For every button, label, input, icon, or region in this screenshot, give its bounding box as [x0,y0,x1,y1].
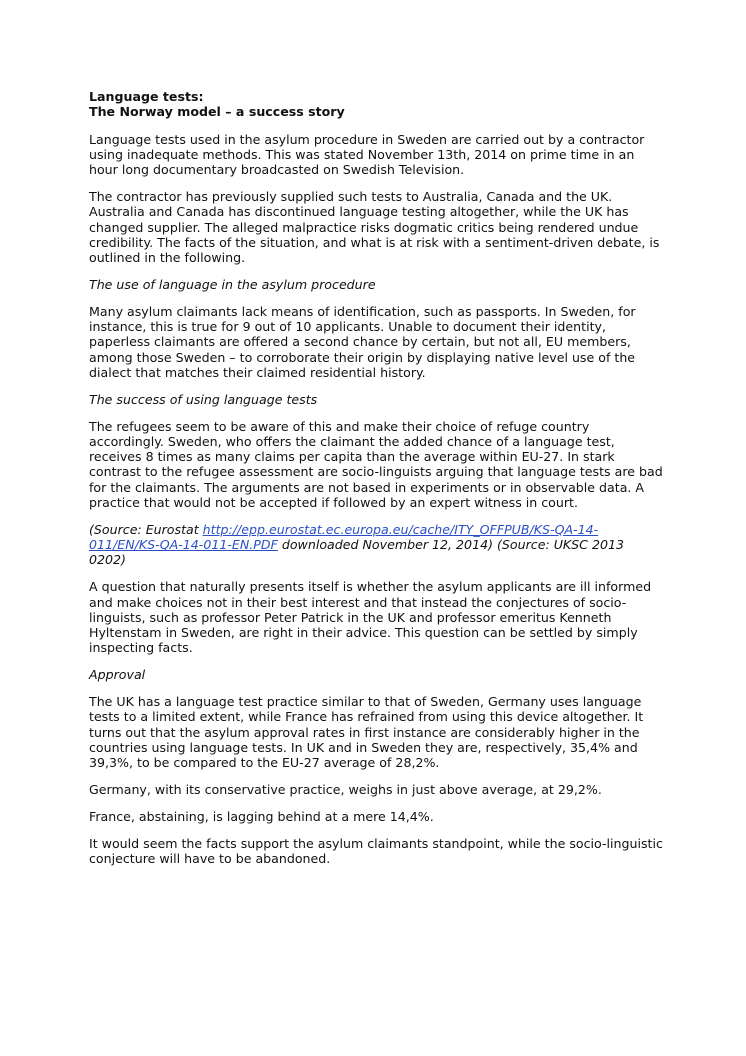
title-line-1: Language tests: [89,89,204,104]
document-page [89,89,664,878]
intro-paragraph-1: Language tests used in the asylum procedure in Sweden are carried out by a contractor using inadequate methods. This was stated November 13th, 2014 on prime time in an hour long documentary broadcasted on Swedish Television. [89,131,645,178]
question-paragraph: A question that naturally presents itself is whether the asylum applicants are ill informed and make choices not in their best interest and that instead the conjectures of socio-linguists, such as professor Peter Patrick in the UK and professor emeritus Kenneth Hyltenstam in Sweden, are right in their advice. This question can be settled by simply inspecting facts. [89,579,652,656]
title-line-2: The Norway model – a success story [89,104,345,120]
approval-paragraph-2: Germany, with its conservative practice, weighs in just above average, at 29,2%. [89,781,602,797]
section-paragraph-use: Many asylum claimants lack means of identification, such as passports. In Sweden, for instance, this is true for 9 out of 10 applicants. Unable to document their identity, paperless claimants are offered a second chance by certain, but not all, EU members, among those Sweden – to corroborate their origin by displaying native level use of the dialect that matches their claimed residential history. [89,303,636,380]
document-title [89,89,664,120]
source-suffix: downloaded November 12, 2014) (Source: UKSC 2013 0202) [89,537,625,568]
source-citation [89,522,664,568]
intro-paragraph-2: The contractor has previously supplied such tests to Australia, Canada and the UK. Australia and Canada has discontinued language testing altogether, while the UK has changed supplier. The alleged malpractice risks dogmatic critics being rendered undue credibility. The facts of the situation, and what is at risk with a sentiment-driven debate, is outlined in the following. [89,188,660,266]
section-heading-success: The success of using language tests [89,391,318,407]
source-prefix: (Source: Eurostat [89,521,203,537]
section-heading-approval: Approval [89,667,146,683]
approval-paragraph-3: France, abstaining, is lagging behind at a mere 14,4%. [89,808,434,824]
approval-paragraph-1: The UK has a language test practice similar to that of Sweden, Germany uses language tests to a limited extent, while France has refrained from using this device altogether. It turns out that the asylum approval rates in first instance are considerably higher in the countries using language tests. In UK and in Sweden they are, respectively, 35,4% and 39,3%, to be compared to the EU-27 average of 28,2%. [89,694,644,771]
source-link[interactable]: http://epp.eurostat.ec.europa.eu/cache/ITY_OFFPUB/KS-QA-14-011/EN/KS-QA-14-011-EN.PDF [89,521,599,553]
approval-paragraph-4: It would seem the facts support the asylum claimants standpoint, while the socio-linguistic conjecture will have to be abandoned. [89,835,663,866]
section-heading-use: The use of language in the asylum procedure [89,276,376,292]
section-paragraph-success: The refugees seem to be aware of this and make their choice of refuge country accordingly. Sweden, who offers the claimant the added chance of a language test, receives 8 times as many claims per capita than the average within EU-27. In stark contrast to the refugee assessment are socio-linguists arguing that language tests are bad for the claimants. The arguments are not based in experiments or in observable data. A practice that would not be accepted if followed by an expert witness in court. [89,418,663,511]
